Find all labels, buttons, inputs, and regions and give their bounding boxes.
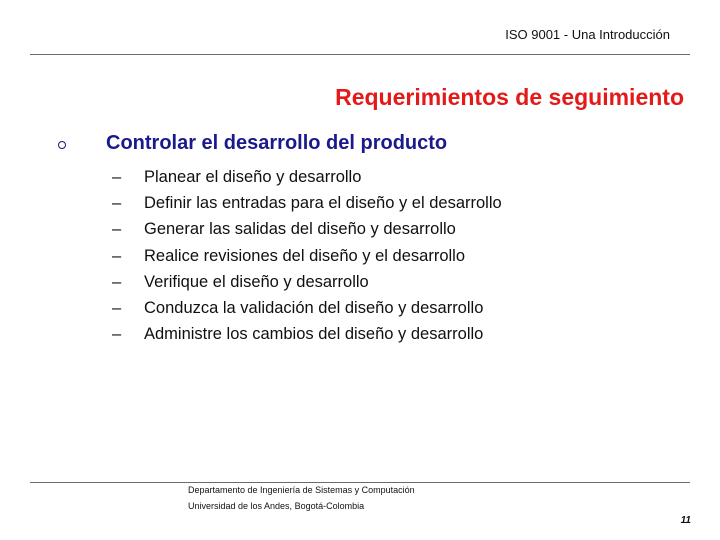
sub-item — [112, 243, 502, 269]
sub-item-label: Conduzca la validación del diseño y desarrollo — [144, 299, 484, 318]
footer-department: Departamento de Ingeniería de Sistemas y Computación — [188, 485, 415, 495]
footer-divider — [30, 482, 690, 483]
sub-item — [112, 164, 502, 190]
sub-item-label: Definir las entradas para el diseño y el desarrollo — [144, 193, 502, 212]
dash-marker: – — [112, 325, 122, 344]
dash-marker: – — [112, 167, 122, 186]
page-number: 11 — [680, 515, 691, 526]
footer-university: Universidad de los Andes, Bogotá-Colombia — [188, 501, 365, 511]
sub-item — [112, 295, 502, 321]
header-divider — [30, 54, 690, 55]
sub-item-label: Administre los cambios del diseño y desarrollo — [144, 325, 484, 344]
slide-title: Requerimientos de seguimiento — [335, 84, 684, 110]
sub-item-label: Realice revisiones del diseño y el desarrollo — [144, 246, 466, 265]
sub-item — [112, 217, 502, 243]
sub-item — [112, 190, 502, 216]
header-text: ISO 9001 - Una Introducción — [505, 27, 670, 42]
main-bullet-label: Controlar el desarrollo del producto — [106, 132, 448, 154]
sub-item-list — [112, 164, 502, 348]
sub-item-label: Verifique el diseño y desarrollo — [144, 272, 369, 291]
sub-item — [112, 322, 502, 348]
sub-item — [112, 269, 502, 295]
dash-marker: – — [112, 299, 122, 318]
dash-marker: – — [112, 220, 122, 239]
dash-marker: – — [112, 193, 122, 212]
sub-item-label: Planear el diseño y desarrollo — [144, 167, 362, 186]
bullet-dot-icon — [58, 141, 66, 149]
dash-marker: – — [112, 246, 122, 265]
sub-item-label: Generar las salidas del diseño y desarrollo — [144, 220, 456, 239]
main-bullet — [58, 132, 447, 155]
dash-marker: – — [112, 272, 122, 291]
